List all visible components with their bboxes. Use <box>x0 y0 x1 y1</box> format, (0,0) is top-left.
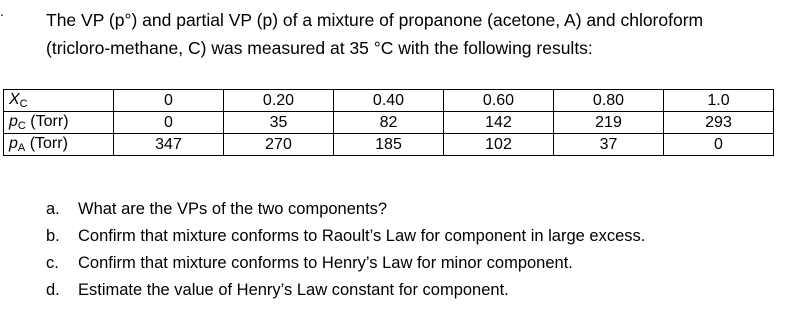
row-label-subscript: C <box>19 98 28 110</box>
row-label-unit: (Torr) <box>25 113 69 130</box>
table-cell: 0 <box>664 134 774 156</box>
table-cell: 0.40 <box>334 90 444 112</box>
bullet-marker: . <box>0 3 4 19</box>
list-item <box>46 250 645 277</box>
question-list <box>46 196 645 304</box>
question-text: What are the VPs of the two components? <box>78 200 388 218</box>
table-cell: 82 <box>334 112 444 134</box>
table-cell: 35 <box>224 112 334 134</box>
table-cell: 142 <box>444 112 554 134</box>
question-text: Estimate the value of Henry’s Law constant for component. <box>78 281 509 299</box>
table-cell: 185 <box>334 134 444 156</box>
question-letter: a. <box>46 200 60 218</box>
row-label-variable: p <box>9 135 18 152</box>
table-cell: 102 <box>444 134 554 156</box>
question-text: Confirm that mixture conforms to Henry’s Law for minor component. <box>78 254 573 272</box>
intro-line-2: (tricloro-methane, C) was measured at 35 °C with the following results: <box>46 38 593 58</box>
table-cell: 347 <box>114 134 224 156</box>
row-label-pc <box>4 112 114 134</box>
table-row-xc <box>4 90 774 112</box>
list-item <box>46 223 645 250</box>
results-table <box>3 89 774 156</box>
row-label-pa <box>4 134 114 156</box>
row-label-subscript: C <box>17 120 26 132</box>
table-cell: 219 <box>554 112 664 134</box>
question-letter: b. <box>46 227 60 245</box>
problem-statement <box>46 6 786 62</box>
row-label-variable: X <box>9 91 20 108</box>
list-item <box>46 196 645 223</box>
table-row-pc <box>4 112 774 134</box>
table-cell: 0 <box>114 112 224 134</box>
table-cell: 293 <box>664 112 774 134</box>
question-text: Confirm that mixture conforms to Raoult’s Law for component in large excess. <box>78 227 646 245</box>
row-label-subscript: A <box>17 142 26 154</box>
row-label-variable: p <box>9 113 18 130</box>
table-row-pa <box>4 134 774 156</box>
table-cell: 0 <box>114 90 224 112</box>
question-letter: d. <box>46 281 60 299</box>
row-label-xc <box>4 90 114 112</box>
intro-line-1: The VP (p°) and partial VP (p) of a mixture of propanone (acetone, A) and chloroform <box>46 10 704 30</box>
table-cell: 0.80 <box>554 90 664 112</box>
table-cell: 0.20 <box>224 90 334 112</box>
table-cell: 270 <box>224 134 334 156</box>
table-cell: 37 <box>554 134 664 156</box>
question-letter: c. <box>46 254 59 272</box>
list-item <box>46 277 645 304</box>
row-label-unit: (Torr) <box>25 135 68 152</box>
table-cell: 1.0 <box>664 90 774 112</box>
table-cell: 0.60 <box>444 90 554 112</box>
